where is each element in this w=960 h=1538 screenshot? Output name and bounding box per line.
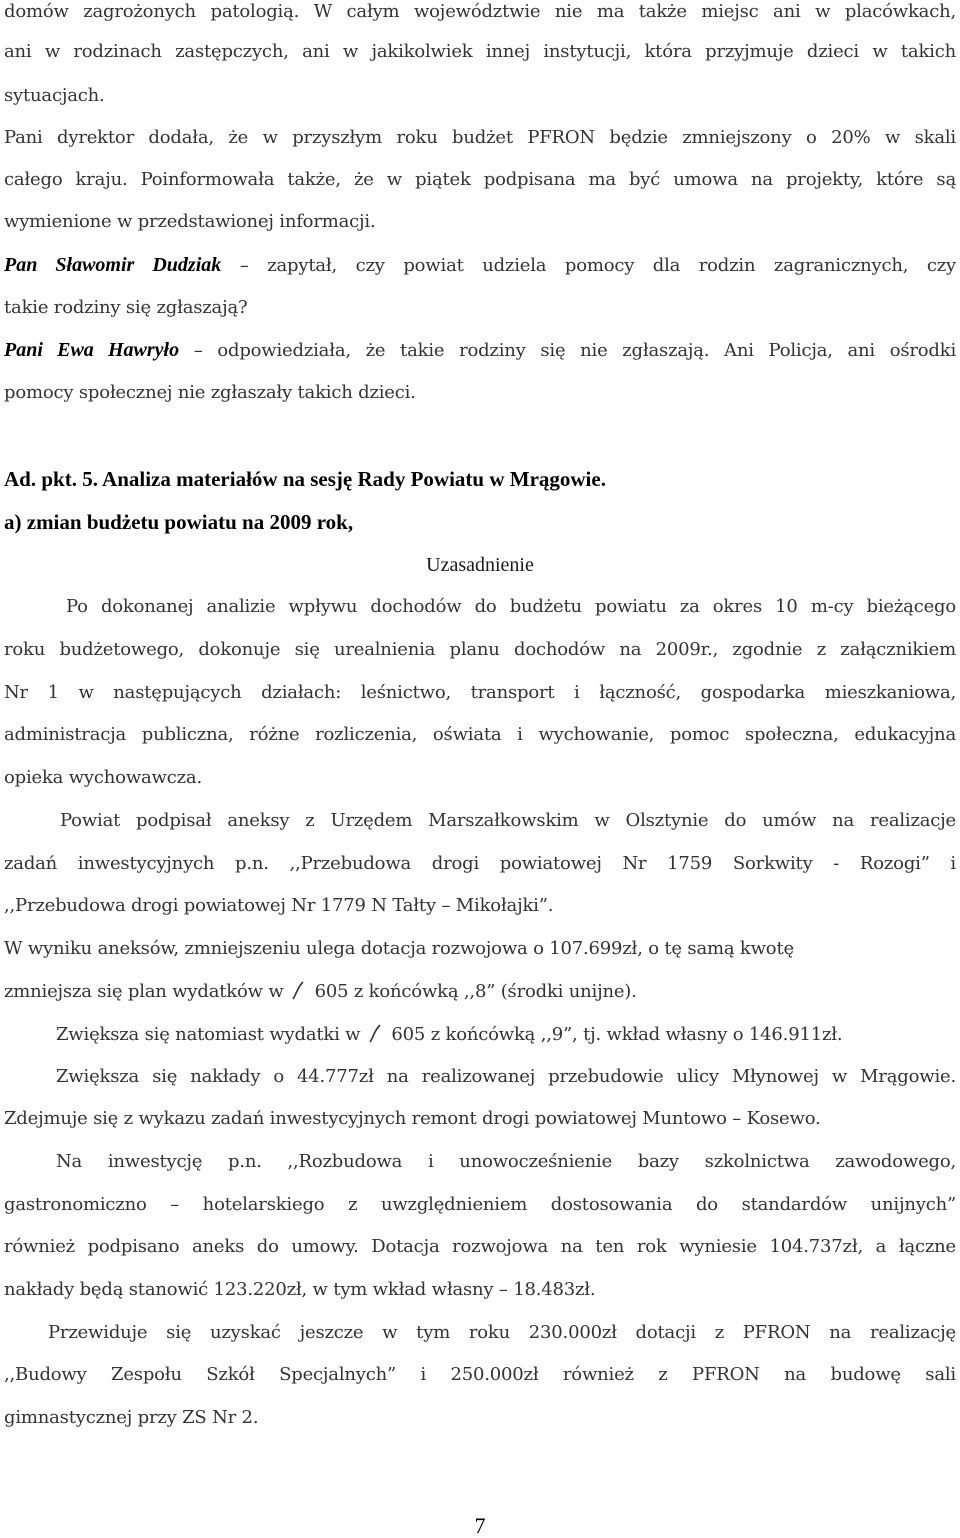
paragraph-line: wymienione w przedstawionej informacji. [4, 211, 376, 232]
paragraph-line: Na inwestycję p.n. ,,Rozbudowa i unowocześnienie bazy szkolnictwa zawodowego, [56, 1151, 956, 1172]
paragraph-line: zadań inwestycyjnych p.n. ,,Przebudowa drogi powiatowej Nr 1759 Sorkwity - Rozogi” i [4, 853, 956, 874]
line-text: Zwiększa się natomiast wydatki w [56, 1024, 366, 1045]
speaker-name: Pan Sławomir Dudziak [4, 254, 222, 276]
paragraph-line: gimnastycznej przy ZS Nr 2. [4, 1407, 259, 1428]
speaker-line [4, 338, 956, 363]
justification-title: Uzasadnienie [426, 554, 534, 576]
paragraph-line: ,,Budowy Zespołu Szkół Specjalnych” i 250.000zł również z PFRON na budowę sali [4, 1364, 956, 1385]
line-text: zmniejsza się plan wydatków w [4, 981, 290, 1002]
paragraph-line: gastronomiczno – hotelarskiego z uwzględnieniem dostosowania do standardów unijnych” [4, 1194, 956, 1215]
paragraph-line: W wyniku aneksów, zmniejszeniu ulega dotacja rozwojowa o 107.699zł, o tę samą kwotę [4, 938, 794, 959]
paragraph-line: takie rodziny się zgłaszają? [4, 297, 248, 318]
paragraph-line: nakłady będą stanowić 123.220zł, w tym wkład własny – 18.483zł. [4, 1279, 596, 1300]
document-page [4, 0, 956, 1537]
section-sign-icon [289, 979, 309, 1003]
paragraph-line: całego kraju. Poinformowała także, że w piątek podpisana ma być umowa na projekty, które są [4, 169, 956, 190]
speaker-text: – odpowiedziała, że takie rodziny się nie zgłaszają. Ani Policja, ani ośrodki [179, 340, 956, 361]
paragraph-line: Pani dyrektor dodała, że w przyszłym roku budżet PFRON będzie zmniejszony o 20% w skali [4, 127, 956, 148]
line-text: 605 z końcówką ,,8” (środki unijne). [309, 981, 637, 1002]
paragraph-line: również podpisano aneks do umowy. Dotacja rozwojowa na ten rok wyniesie 104.737zł, a łączne [4, 1236, 956, 1257]
paragraph-line: Zdejmuje się z wykazu zadań inwestycyjnych remont drogi powiatowej Muntowo – Kosewo. [4, 1108, 821, 1129]
speaker-name: Pani Ewa Hawryło [4, 339, 180, 361]
paragraph-line: administracja publiczna, różne rozliczenia, oświata i wychowanie, pomoc społeczna, edukacyjna [4, 724, 956, 745]
paragraph-line: Powiat podpisał aneksy z Urzędem Marszałkowskim w Olsztynie do umów na realizacje [60, 810, 956, 831]
paragraph-line: Przewiduje się uzyskać jeszcze w tym roku 230.000zł dotacji z PFRON na realizację [48, 1322, 956, 1343]
paragraph-line: domów zagrożonych patologią. W całym województwie nie ma także miejsc ani w placówkach, [4, 1, 956, 22]
paragraph-line: Zwiększa się nakłady o 44.777zł na realizowanej przebudowie ulicy Młynowej w Mrągowie. [56, 1066, 956, 1087]
paragraph-line: opieka wychowawcza. [4, 767, 202, 788]
paragraph-line [4, 979, 956, 1004]
line-text: 605 z końcówką ,,9”, tj. wkład własny o 146.911zł. [385, 1024, 843, 1045]
paragraph-line: ,,Przebudowa drogi powiatowej Nr 1779 N Tałty – Mikołajki”. [4, 895, 554, 916]
paragraph-line: ani w rodzinach zastępczych, ani w jakikolwiek innej instytucji, która przyjmuje dzieci w takich [4, 41, 956, 62]
paragraph-line: Nr 1 w następujących działach: leśnictwo, transport i łączność, gospodarka mieszkaniowa, [4, 682, 956, 703]
speaker-line [4, 253, 956, 278]
speaker-text: – zapytał, czy powiat udziela pomocy dla rodzin zagranicznych, czy [221, 255, 956, 276]
paragraph-line [56, 1022, 960, 1047]
section-sign-icon [366, 1022, 386, 1046]
paragraph-line: roku budżetowego, dokonuje się urealnienia planu dochodów na 2009r., zgodnie z załącznikiem [4, 639, 956, 660]
paragraph-line: sytuacjach. [4, 85, 105, 106]
page-number: 7 [474, 1513, 486, 1538]
paragraph-line: Po dokonanej analizie wpływu dochodów do budżetu powiatu za okres 10 m-cy bieżącego [66, 596, 956, 617]
section-heading: Ad. pkt. 5. Analiza materiałów na sesję Rady Powiatu w Mrągowie. [4, 467, 606, 491]
subsection-heading: a) zmian budżetu powiatu na 2009 rok, [4, 510, 354, 534]
paragraph-line: pomocy społecznej nie zgłaszały takich dzieci. [4, 382, 416, 403]
